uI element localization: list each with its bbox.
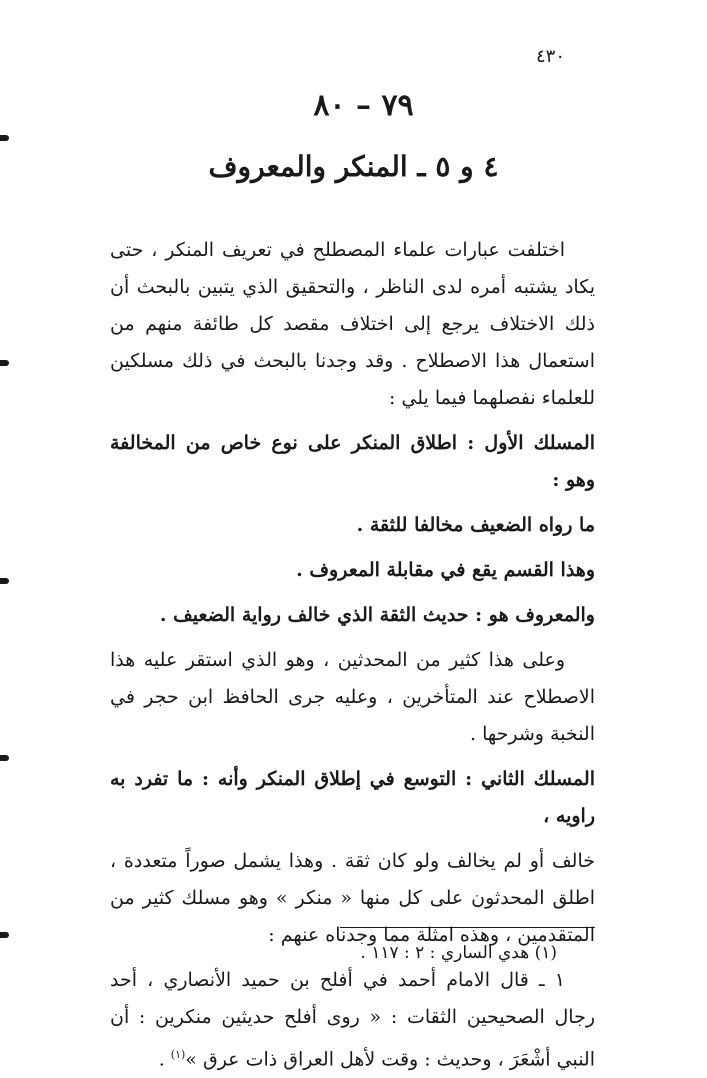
paragraph-end: . <box>158 1048 171 1071</box>
chapter-range: ٧٩ – ٨٠ <box>313 88 414 123</box>
example-1-paragraph <box>110 962 595 1078</box>
intro-paragraph: اختلفت عبارات علماء المصطلح في تعريف المنكر ، حتى يكاد يشتبه أمره لدى الناظر ، والتحقيق الذي يتبين بالبحث أن ذلك الاختلاف يرجع إلى اختلاف مقصد كل طائفة منهم من استعمال هذا الاصطلاح . وقد وجدنا بالبحث في ذلك مسلكين للعلماء نفصلهما فيما يلي : <box>110 239 595 409</box>
edge-mark <box>0 755 9 761</box>
second-approach-paragraph: خالف أو لم يخالف ولو كان ثقة . وهذا يشمل صوراً متعددة ، اطلق المحدثون على كل منها « منكر » وهو مسلك كثير من المتقدمين ، وهذه امثلة مما وجدناه عنهم : <box>110 850 595 946</box>
footnote-ref[interactable]: (١) <box>170 1048 186 1061</box>
footnote: (١) هدي الساري : ٢ : ١١٧ . <box>360 943 557 963</box>
page-number: ٤٣٠ <box>536 46 566 67</box>
first-approach-usage: وعلى هذا كثير من المحدثين ، وهو الذي استقر عليه هذا الاصطلاح عند المتأخرين ، وعليه جرى الحافظ ابن حجر في النخبة وشرحها . <box>110 649 595 745</box>
known-definition: والمعروف هو : حديث الثقة الذي خالف رواية الضعيف . <box>159 604 595 626</box>
edge-mark <box>0 932 9 938</box>
first-approach-heading: المسلك الأول : اطلاق المنكر على نوع خاص من المخالفة وهو : <box>110 432 595 491</box>
edge-mark <box>0 360 9 366</box>
edge-mark <box>0 578 9 584</box>
first-approach-note: وهذا القسم يقع في مقابلة المعروف . <box>296 559 595 581</box>
example-1-text: ١ ـ قال الامام أحمد في أفلح بن حميد الأنصاري ، أحد رجال الصحيحين الثقات : « روى أفلح حديثين منكرين : أن النبي أشْعَرَ ، وحديث : وقت لأهل العراق ذات عرق » <box>110 969 595 1071</box>
second-approach-heading: المسلك الثاني : التوسع في إطلاق المنكر وأنه : ما تفرد به راويه ، <box>110 768 595 827</box>
edge-mark <box>0 135 9 141</box>
first-approach-definition: ما رواه الضعيف مخالفا للثقة . <box>356 514 595 536</box>
footnote-divider <box>340 927 595 928</box>
chapter-title: ٤ و ٥ ـ المنكر والمعروف <box>208 150 499 183</box>
